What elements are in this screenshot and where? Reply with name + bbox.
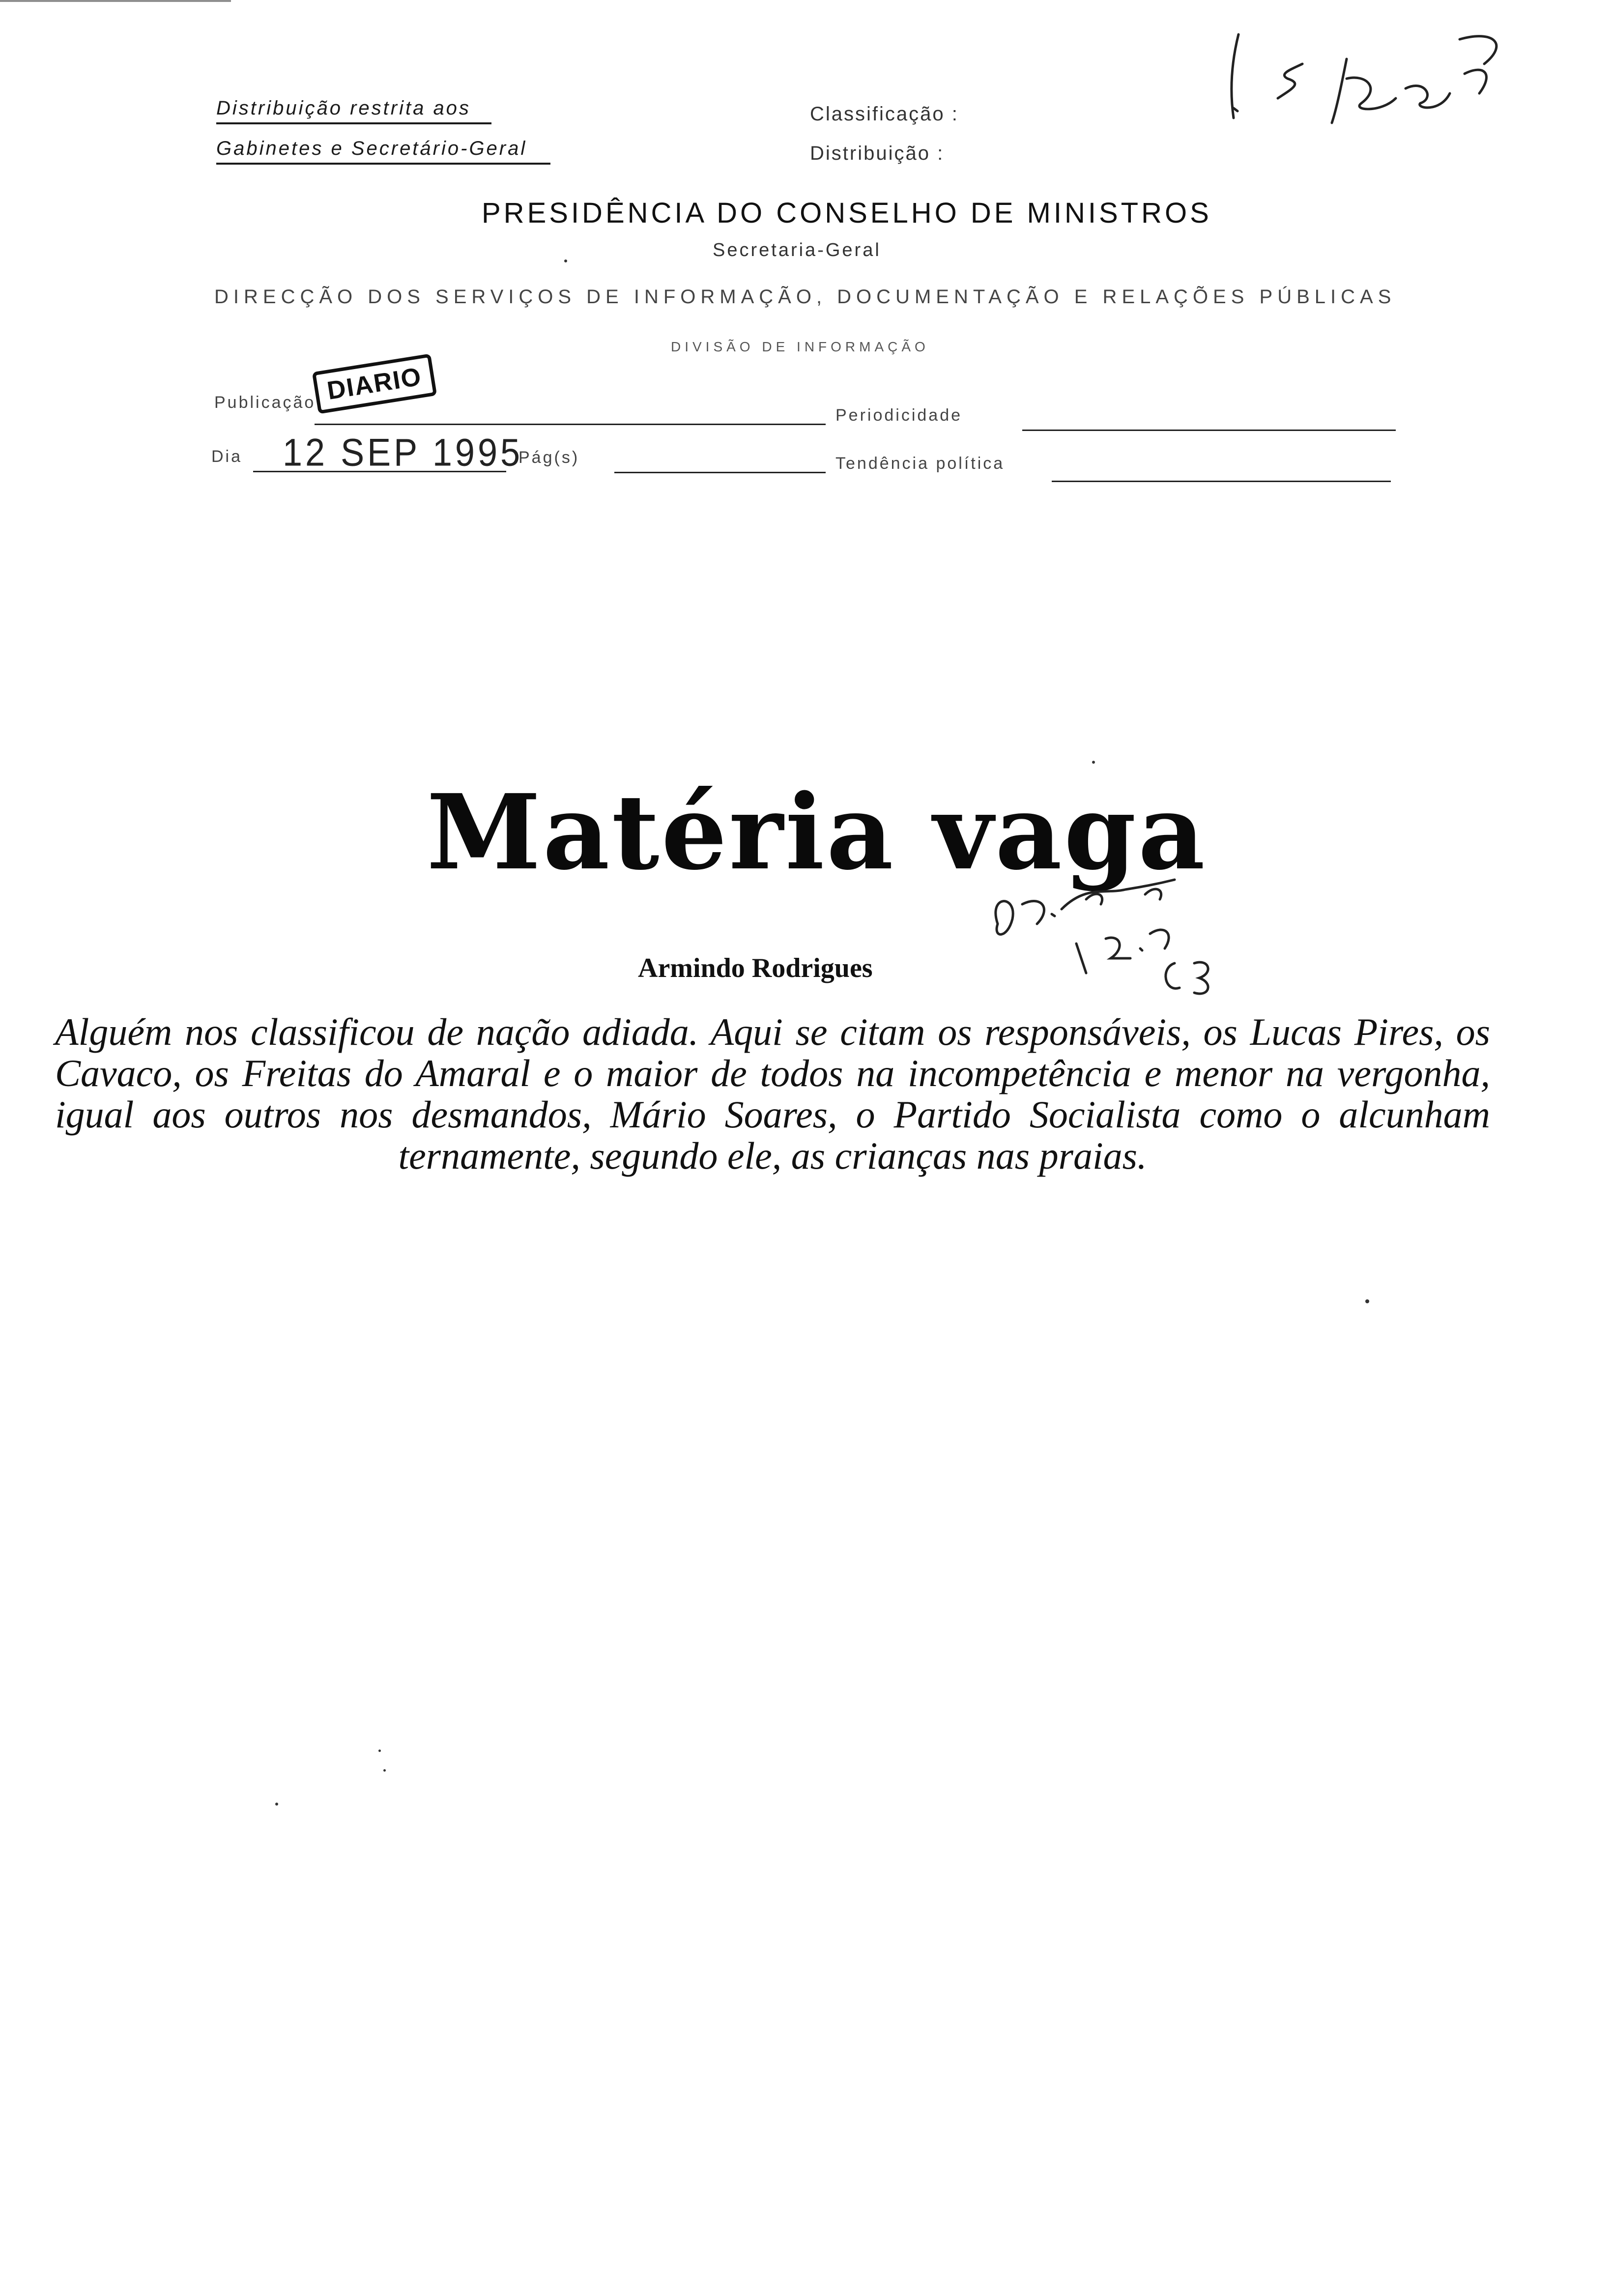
direccao-heading: DIRECÇÃO DOS SERVIÇOS DE INFORMAÇÃO, DOCUMENTAÇÃO E RELAÇÕES PÚBLICAS [214,286,1396,308]
paginas-label: Pág(s) [518,448,580,467]
scan-speck [275,1803,278,1806]
scan-speck [564,259,567,262]
article-lead: Alguém nos classificou de nação adiada. Aqui se citam os responsáveis, os Lucas Pires, os Cavaco, os Freitas do Amaral e o maior de todos na incompetência e menor na vergonha, igual aos outros nos desmandos, Mário Soares, o Partido Socialista como o alcunham ternamente, segundo ele, as crianças nas praias. [55,1010,1490,1177]
classificacao-label: Classificação : [810,103,959,125]
tendencia-rule [1052,481,1391,482]
article-author: Armindo Rodrigues [638,953,873,983]
dia-rule [253,471,506,472]
scan-speck [1365,1299,1369,1303]
handwritten-annotation-title [978,865,1234,1003]
publicacao-rule [315,424,826,425]
distribuicao-label: Distribuição : [810,143,945,164]
periodicidade-label: Periodicidade [835,406,963,425]
handwritten-note-top-right [1219,25,1524,133]
tendencia-label: Tendência política [835,454,1005,473]
scan-speck [378,1750,381,1752]
secretaria-heading: Secretaria-Geral [713,240,881,260]
scan-artifact [0,0,231,2]
presidencia-heading: PRESIDÊNCIA DO CONSELHO DE MINISTROS [482,197,1212,229]
publicacao-label: Publicação [214,393,316,412]
scan-speck [1092,761,1095,764]
restriction-line-1: Distribuição restrita aos [216,97,491,124]
periodicidade-rule [1022,430,1396,431]
dia-label: Dia [211,447,243,466]
publicacao-stamp: DIARIO [312,353,437,414]
divisao-heading: DIVISÃO DE INFORMAÇÃO [671,339,929,354]
dia-value: 12 SEP 1995 [283,431,523,474]
scan-speck [383,1769,386,1772]
paginas-rule [614,472,826,473]
restriction-line-2: Gabinetes e Secretário-Geral [216,138,550,165]
article-title: Matéria vaga [427,772,1207,893]
